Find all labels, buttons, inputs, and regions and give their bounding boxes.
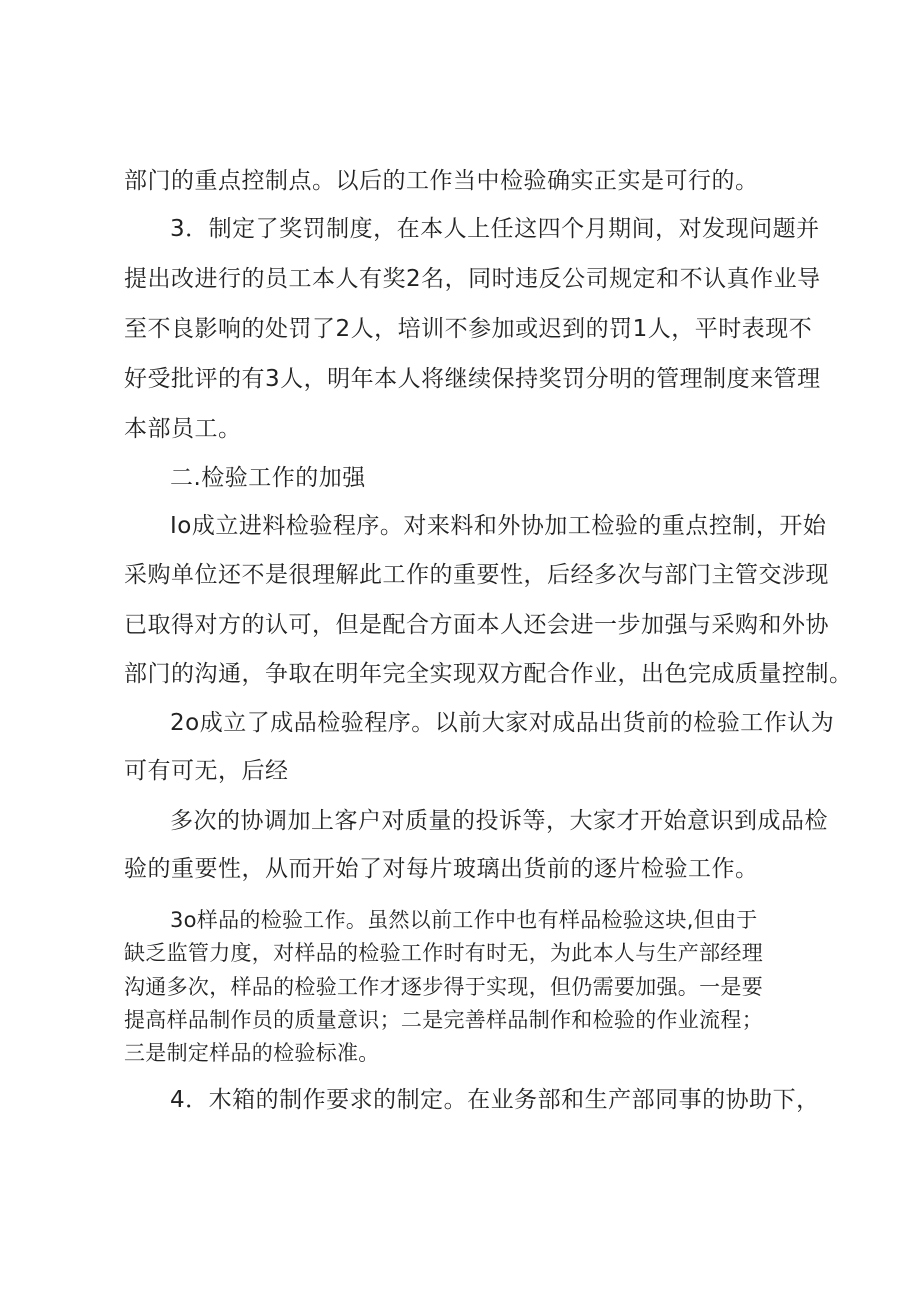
paragraph-line: 多次的协调加上客户对质量的投诉等，大家才开始意识到成品检 — [170, 808, 828, 834]
paragraph-line: 部门的沟通，争取在明年完全实现双方配合作业，出色完成质量控制。 — [124, 661, 853, 687]
paragraph-line: 三是制定样品的检验标准。 — [124, 1041, 380, 1065]
paragraph-line: 缺乏监管力度，对样品的检验工作时有时无，为此本人与生产部经理 — [124, 941, 763, 965]
paragraph-line: 已取得对方的认可，但是配合方面本人还会进一步加强与采购和外协 — [124, 612, 829, 638]
paragraph-line: 部门的重点控制点。以后的工作当中检验确实正实是可行的。 — [124, 168, 759, 194]
section-heading: 二.检验工作的加强 — [170, 465, 366, 491]
paragraph-line: 3．制定了奖罚制度，在本人上任这四个月期间，对发现问题并 — [170, 216, 820, 242]
paragraph-line: 沟通多次，样品的检验工作才逐步得于实现，但仍需要加强。一是要 — [124, 975, 763, 999]
paragraph-line: 2o成立了成品检验程序。以前大家对成品出货前的检验工作认为 — [170, 710, 835, 736]
paragraph-line: 可有可无，后经 — [124, 758, 289, 784]
paragraph-line: 至不良影响的处罚了2人，培训不参加或迟到的罚1人，平时表现不 — [124, 316, 813, 342]
paragraph-line: 本部员工。 — [124, 416, 242, 442]
paragraph-line: 好受批评的有3人，明年本人将继续保持奖罚分明的管理制度来管理 — [124, 366, 821, 392]
paragraph-line: 4．木箱的制作要求的制定。在业务部和生产部同事的协助下， — [170, 1087, 820, 1113]
paragraph-line: 3o样品的检验工作。虽然以前工作中也有样品检验这块,但由于 — [170, 908, 758, 932]
paragraph-line: 采购单位还不是很理解此工作的重要性，后经多次与部门主管交涉现 — [124, 562, 829, 588]
paragraph-line: 验的重要性，从而开始了对每片玻璃出货前的逐片检验工作。 — [124, 856, 759, 882]
paragraph-line: 提出改进行的员工本人有奖2名，同时违反公司规定和不认真作业导 — [124, 266, 821, 292]
paragraph-line: Io成立进料检验程序。对来料和外协加工检验的重点控制，开始 — [170, 513, 827, 539]
paragraph-line: 提高样品制作员的质量意识；二是完善样品制作和检验的作业流程； — [124, 1008, 763, 1032]
